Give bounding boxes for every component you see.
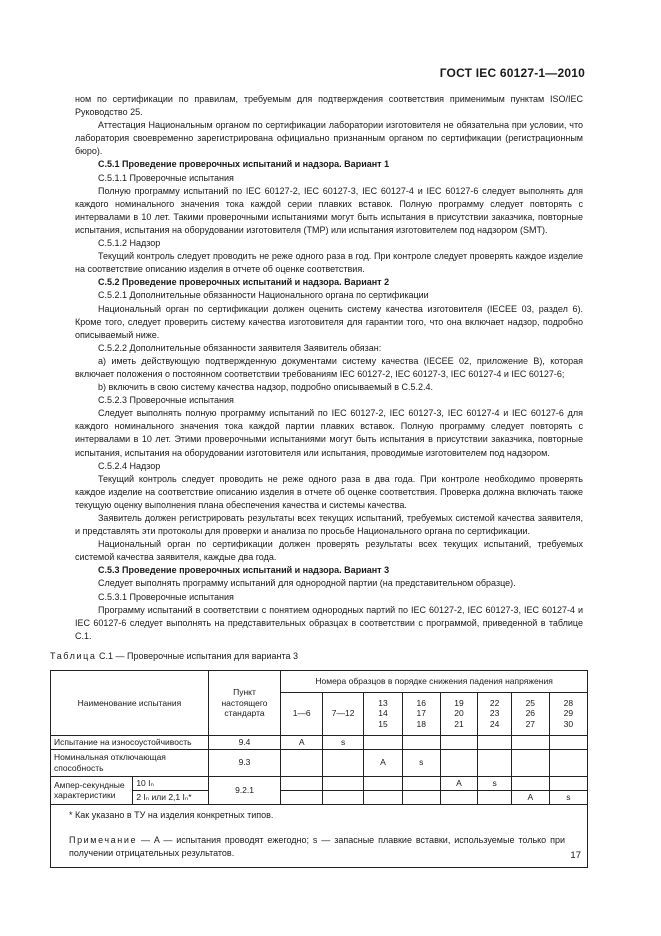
subsection-heading: С.5.1.2 Надзор xyxy=(98,238,161,249)
table-header-sample-group: 1—6 xyxy=(281,692,323,735)
table-cell: s xyxy=(323,735,364,749)
table-footnote: * Как указано в ТУ на изделия конкретных типов. xyxy=(69,809,274,820)
table-cell xyxy=(402,776,440,790)
section-heading: С.5.2 Проведение проверочных испытаний и надзора. Вариант 2 xyxy=(98,277,390,288)
table-cell xyxy=(549,735,587,749)
document-header: ГОСТ IEC 60127-1—2010 xyxy=(439,66,585,80)
table-header-sample-group: 13 14 15 xyxy=(364,692,403,735)
table-cell: A xyxy=(511,790,549,804)
paragraph: Программу испытаний в соответствии с понятием однородных партий по IEC 60127-2, IEC 60127-3, IEC 60127-4 и IEC 60127-6 следует выполнять на представительных образцах в соответствии с программой, приведенной в таблице С.1. xyxy=(75,604,583,641)
table-cell-name: Ампер-секундные характеристики xyxy=(51,776,133,804)
table-cell: A xyxy=(364,749,403,776)
table-cell-subcondition: 2 Iₙ или 2,1 Iₙ* xyxy=(133,790,209,804)
table-cell xyxy=(549,776,587,790)
paragraph: Полную программу испытаний по IEC 60127-2, IEC 60127-3, IEC 60127-4 и IEC 60127-6 следует выполнять для каждого номинального значения тока каждой серии плавких вставок. Полную программу следует повторять с интервалами в 10 лет. Такими проверочными испытаниями могут быть испытания в присутствии заказчика, повторные испытания, испытания на оборудовании изготовителя (ТМР) или испытания изготовителем под надзором (SMT). xyxy=(75,185,583,235)
paragraph: Следует выполнять программу испытаний для однородной партии (на представительном образце). xyxy=(98,578,516,589)
subsection-heading: С.5.2.2 Дополнительные обязанности заявителя Заявитель обязан: xyxy=(98,342,382,353)
table-cell: A xyxy=(281,735,323,749)
section-heading: С.5.3 Проведение проверочных испытаний и надзора. Вариант 3 xyxy=(98,565,390,576)
subsection-heading: С.5.1.1 Проверочные испытания xyxy=(98,172,234,183)
subsection-heading: С.5.2.4 Надзор xyxy=(98,460,161,471)
table-cell xyxy=(281,776,323,790)
table-cell-name: Испытание на износоустойчивость xyxy=(51,735,208,749)
paragraph: ном по сертификации по правилам, требуемым для подтверждения соответствия применимым пунктам ISO/IEC Руководство 25. xyxy=(75,94,583,118)
table-cell: s xyxy=(402,749,440,776)
table-cell xyxy=(364,776,403,790)
table-caption-prefix: Таблица xyxy=(50,650,97,661)
table-header-sample-group: 25 26 27 xyxy=(511,692,549,735)
table-cell xyxy=(323,749,364,776)
table-cell xyxy=(511,776,549,790)
table-cell-subcondition: 10 Iₙ xyxy=(133,776,209,790)
table-cell xyxy=(281,749,323,776)
table-note-text: — A — испытания проводят ежегодно; s — запасные плавкие вставки, используемые только при получении отрицательных результатов. xyxy=(69,835,565,858)
table-cell xyxy=(402,790,440,804)
table-cell xyxy=(323,790,364,804)
paragraph: Текущий контроль следует проводить не реже одного раза в год. При контроле следует проверять каждое изделие на соответствие описанию изделия в отчете об оценке соответствия. xyxy=(75,251,583,275)
table-cell: A xyxy=(440,776,478,790)
table-cell xyxy=(364,790,403,804)
page-body xyxy=(50,93,583,868)
subsection-heading: С.5.3.1 Проверочные испытания xyxy=(98,591,234,602)
table-cell xyxy=(440,790,478,804)
subsection-heading: С.5.2.3 Проверочные испытания xyxy=(98,395,234,406)
paragraph: Национальный орган по сертификации должен проверять результаты всех текущих испытаний, требуемых системой качества заявителя, каждые два года. xyxy=(75,539,583,563)
table-caption xyxy=(50,650,583,663)
table-cell xyxy=(281,790,323,804)
table-cell xyxy=(511,749,549,776)
table-footer xyxy=(51,805,587,868)
paragraph: Следует выполнять полную программу испытаний по IEC 60127-2, IEC 60127-3, IEC 60127-4 и IEC 60127-6 для каждого номинального значения тока каждой партии плавких вставок. Полную программу следует повторять с интервалами в 10 лет. Этими проверочными испытаниями могут быть испытания в присутствии заказчика, повторные испытания, испытания на оборудовании изготовителя или испытания, проводимые изготовителем под надзором. xyxy=(75,408,583,458)
paragraph: Аттестация Национальным органом по сертификации лаборатории изготовителя не обязательна при условии, что лаборатория своевременно зарегистрирована официально признанным органом по сертификации (регистрационным бюро). xyxy=(75,120,583,157)
table-cell xyxy=(402,735,440,749)
table-caption-text: С.1 — Проверочные испытания для варианта 3 xyxy=(96,650,298,661)
table-header-sample-group: 7—12 xyxy=(323,692,364,735)
table-header-clause: Пункт настоящего стандарта xyxy=(208,671,280,735)
table-cell xyxy=(511,735,549,749)
paragraph: Текущий контроль следует проводить не реже одного раза в два года. При контроле необходимо проверять каждое изделие на соответствие описанию изделия в отчете об оценке соответствия. Проверка должна включать также текущую оценку выполнения плана обеспечения качества и системы качества. xyxy=(75,473,583,510)
page-number: 17 xyxy=(570,850,581,861)
section-heading: С.5.1 Проведение проверочных испытаний и надзора. Вариант 1 xyxy=(98,159,390,170)
table-header-sample-group: 16 17 18 xyxy=(402,692,440,735)
table-header-sample-group: 22 23 24 xyxy=(478,692,512,735)
table-cell-clause: 9.3 xyxy=(208,749,280,776)
list-item: b) включить в свою систему качества надзор, подробно описываемый в С.5.2.4. xyxy=(98,382,434,393)
table-header-samples: Номера образцов в порядке снижения падения напряжения xyxy=(281,671,587,692)
table-cell xyxy=(323,776,364,790)
table-cell xyxy=(364,735,403,749)
table-cell xyxy=(478,790,512,804)
table-cell xyxy=(440,749,478,776)
paragraph: Национальный орган по сертификации должен оценить систему качества изготовителя (IECEE 03, раздел 6). Кроме того, следует проверить систему качества изготовителя для гарантии того, что она включает надзор, подробно описываемый ниже. xyxy=(75,303,583,340)
table-cell: s xyxy=(478,776,512,790)
table-header-name: Наименование испытания xyxy=(51,671,208,735)
table-header-sample-group: 28 29 30 xyxy=(549,692,587,735)
list-item: а) иметь действующую подтвержденную документами систему качества (IECEE 02, приложение В), которая включает положения о постоянном соответствии требованиям IEC 60127-2, IEC 60127-3, IEC 60127-4 и IEC 60127-6; xyxy=(75,355,583,379)
table-cell-name: Номинальная отключающая способность xyxy=(51,749,208,776)
paragraph: Заявитель должен регистрировать результаты всех текущих испытаний, требуемых системой качества заявителя, и представлять эти протоколы для проверки и анализа по просьбе Национального органа по сертификации. xyxy=(75,513,583,537)
table-cell xyxy=(440,735,478,749)
table-cell-clause: 9.4 xyxy=(208,735,280,749)
table-cell-clause: 9.2.1 xyxy=(208,776,280,804)
table-c1 xyxy=(50,670,588,868)
table-cell: s xyxy=(549,790,587,804)
table-header-sample-group: 19 20 21 xyxy=(440,692,478,735)
table-note-prefix: Примечание xyxy=(69,835,138,846)
subsection-heading: С.5.2.1 Дополнительные обязанности Национального органа по сертификации xyxy=(98,290,429,301)
table-cell xyxy=(478,749,512,776)
table-cell xyxy=(549,749,587,776)
table-cell xyxy=(478,735,512,749)
table-note xyxy=(69,834,565,859)
